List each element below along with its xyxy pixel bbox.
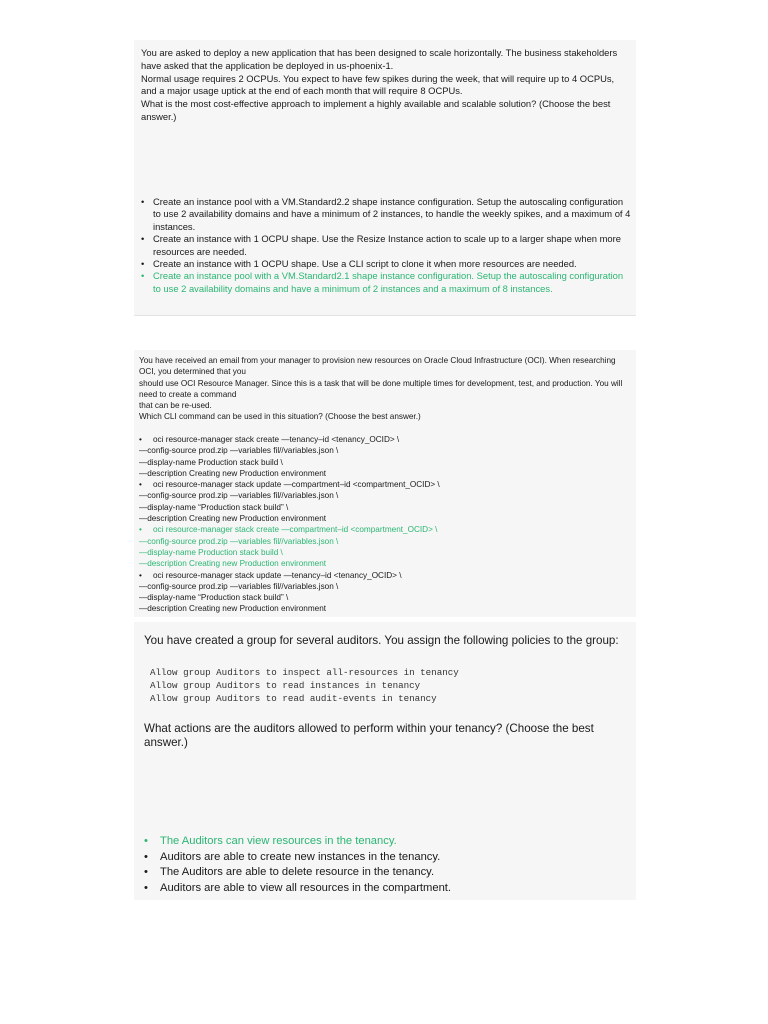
option-line: —config-source prod.zip —variables fil//variables.json \ [139,581,339,591]
option-item: • The Auditors are able to delete resource in the tenancy. [144,865,624,881]
option-line: —display-name “Production stack build” \ [139,502,289,512]
option-line: —display-name Production stack build \ [139,547,283,557]
option-line: oci resource-manager stack create —tenancy–id <tenancy_OCID> \ [153,435,400,444]
option-line: —display-name “Production stack build” \ [139,593,289,603]
policy-line: Allow group Auditors to inspect all-resources in tenancy [150,667,459,678]
question-2-panel [134,350,636,617]
policy-line: Allow group Auditors to read instances in tenancy [150,680,421,691]
option-line: oci resource-manager stack create —compartment–id <compartment_OCID> \ [153,525,438,535]
option-line: —description Creating new Production environment [139,468,327,478]
question-3-intro: You have created a group for several auditors. You assign the following policies to the group: [144,634,619,647]
option-line: —config-source prod.zip —variables fil//variables.json \ [139,491,339,501]
correct-option-item [139,524,629,569]
option-line: —description Creating new Production environment [139,559,327,569]
bullet-icon: • [139,525,142,535]
question-1-text [141,47,629,124]
question-2-line: should use OCI Resource Manager. Since this is a task that will be done multiple times for development, test, and production. You will need to create a command [139,378,623,399]
bullet-icon: • [139,570,142,580]
question-2-line: You have received an email from your manager to provision new resources on Oracle Cloud Infrastructure (OCI). When researching OCI, you determined that you [139,356,616,377]
question-3-text: What actions are the auditors allowed to perform within your tenancy? (Choose the best answer.) [144,722,594,749]
correct-option-item: • Create an instance pool with a VM.Standard2.1 shape instance configuration. Setup the autoscaling configuration to use 2 availability domains and have a minimum of 2 instances and a maximum of 8 instances. [141,270,631,295]
question-1-panel [134,40,636,316]
question-3-panel [134,622,636,900]
bullet-icon: • [139,480,142,490]
question-1-options [141,196,631,295]
option-line: —config-source prod.zip —variables fil//variables.json \ [139,446,339,456]
option-item [139,434,629,479]
option-item [139,570,629,615]
option-line: —config-source prod.zip —variables fil//variables.json \ [139,536,339,546]
question-3-options [144,834,624,896]
question-1-line: What is the most cost-effective approach to implement a highly available and scalable solution? (Choose the best answer.) [141,98,611,122]
correct-option-item: • The Auditors can view resources in the tenancy. [144,834,624,850]
option-line: oci resource-manager stack update —tenancy–id <tenancy_OCID> \ [153,570,402,580]
option-line: —display-name Production stack build \ [139,457,283,467]
policy-line: Allow group Auditors to read audit-events in tenancy [150,693,437,704]
bullet-icon: • [139,435,142,444]
question-2-text [139,355,629,423]
question-1-line: You are asked to deploy a new application that has been designed to scale horizontally. The business stakeholders have asked that the application be deployed in us-phoenix-1. [141,47,618,71]
option-item: • Create an instance with 1 OCPU shape. Use the Resize Instance action to scale up to a larger shape when more resources are needed. [141,233,631,258]
question-2-line: that can be re-used. [139,401,212,411]
option-item: • Auditors are able to view all resources in the compartment. [144,881,624,897]
option-item: • Create an instance with 1 OCPU shape. Use a CLI script to clone it when more resources are needed. [141,258,631,270]
option-item [139,479,629,524]
option-item: • Create an instance pool with a VM.Standard2.2 shape instance configuration. Setup the autoscaling configuration to use 2 availability domains and have a minimum of 2 instances, to handle the weekly spikes, and a maximum of 4 instances. [141,196,631,233]
policy-code-block [150,666,459,705]
option-line: —description Creating new Production environment [139,604,327,614]
question-2-line: Which CLI command can be used in this situation? (Choose the best answer.) [139,412,421,422]
question-2-options [139,434,629,615]
question-1-line: Normal usage requires 2 OCPUs. You expect to have few spikes during the week, that will require up to 4 OCPUs, and a major usage uptick at the end of each month that will require 8 OCPUs. [141,72,615,97]
option-line: oci resource-manager stack update —compartment–id <compartment_OCID> \ [153,480,440,490]
option-line: —description Creating new Production environment [139,514,327,524]
option-item: • Auditors are able to create new instances in the tenancy. [144,850,624,866]
